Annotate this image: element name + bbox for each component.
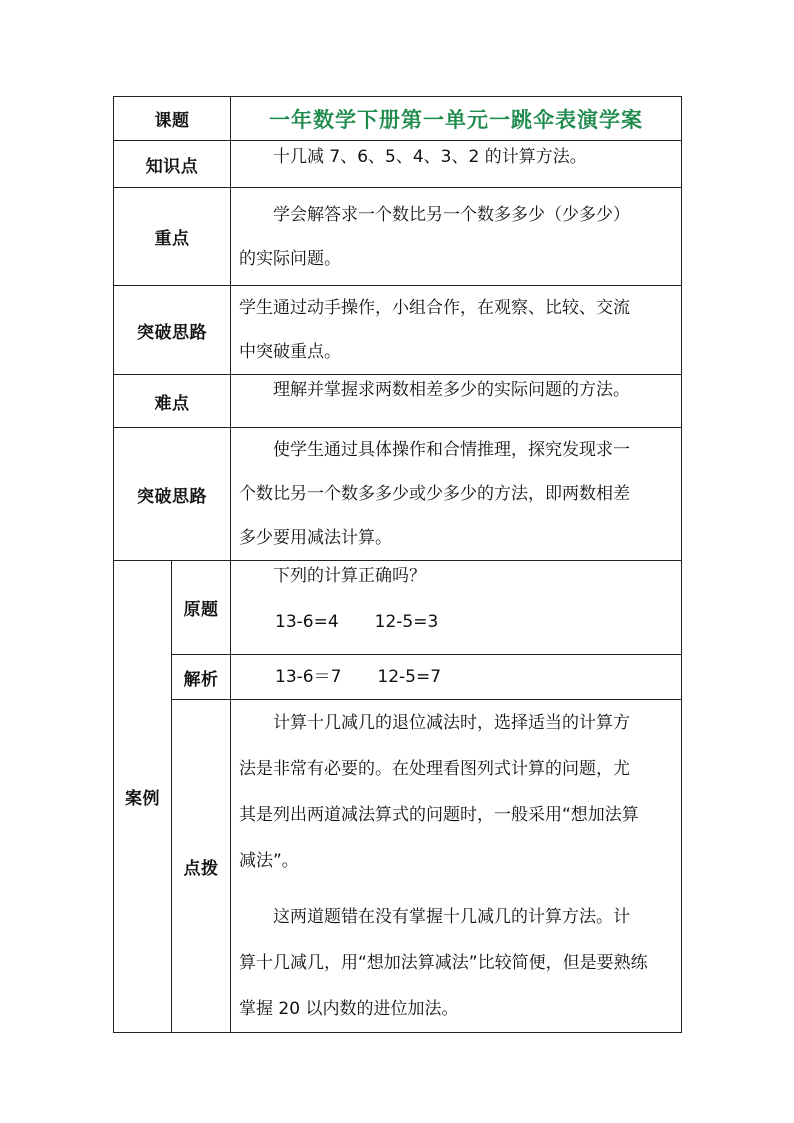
- tips-label: 点拨: [172, 700, 231, 1033]
- original-problem-row: [114, 561, 682, 655]
- row-label-difficulty: 难点: [114, 375, 231, 428]
- analysis-formulas: [239, 655, 673, 699]
- analysis-label: 解析: [172, 655, 231, 700]
- original-formula-2: 12-5=3: [374, 612, 439, 632]
- case-label: 案例: [114, 561, 172, 1033]
- lesson-title: 一年数学下册第一单元一跳伞表演学案: [231, 97, 682, 141]
- key-point-row: [114, 188, 682, 286]
- tips-p1-line-1: 计算十几减几的退位减法时，选择适当的计算方: [273, 713, 630, 733]
- breakthrough-row-2: [114, 428, 682, 561]
- key-point-line-1: 学会解答求一个数比另一个数多多少（少多少）: [273, 204, 630, 225]
- tips-p2-line-1: 这两道题错在没有掌握十几减几的计算方法。计: [273, 907, 630, 927]
- key-point-line-2: 的实际问题。: [239, 248, 341, 269]
- original-formulas: [239, 608, 673, 636]
- tips-cell: [231, 700, 682, 1033]
- difficulty-line-1: 理解并掌握求两数相差多少的实际问题的方法。: [273, 380, 630, 400]
- breakthrough-row-1: [114, 286, 682, 375]
- original-formula-1: 13-6=4: [275, 612, 339, 632]
- lesson-plan-table: [113, 96, 682, 1033]
- key-point-cell: [231, 188, 682, 286]
- tips-row: [114, 700, 682, 1033]
- analysis-formula-1: 13-6＝7: [275, 667, 342, 687]
- tips-p2-line-2: 算十几减几，用“想加法算减法”比较简便，但是要熟练: [239, 953, 648, 973]
- breakthrough-cell-1: [231, 286, 682, 375]
- breakthrough-cell-2: [231, 428, 682, 561]
- breakthrough-1-line-1: 学生通过动手操作，小组合作，在观察、比较、交流: [239, 298, 630, 318]
- knowledge-row: [114, 141, 682, 188]
- breakthrough-1-line-2: 中突破重点。: [239, 342, 341, 362]
- analysis-formula-2: 12-5=7: [377, 667, 442, 687]
- title-label: 课题: [114, 97, 231, 141]
- tips-p2-line-3: 掌握 20 以内数的进位加法。: [239, 999, 459, 1019]
- original-problem-label: 原题: [172, 561, 231, 655]
- tips-p1-line-2: 法是非常有必要的。在处理看图列式计算的问题，尤: [239, 759, 630, 779]
- row-label-key-point: 重点: [114, 188, 231, 286]
- tips-p1-line-3: 其是列出两道减法算式的问题时，一般采用“想加法算: [239, 805, 639, 825]
- row-label-knowledge: 知识点: [114, 141, 231, 188]
- analysis-cell: [231, 655, 682, 700]
- analysis-row: [114, 655, 682, 700]
- title-row: [114, 97, 682, 141]
- difficulty-cell: [231, 375, 682, 428]
- breakthrough-2-line-2: 个数比另一个数多多少或少多少的方法，即两数相差: [239, 484, 630, 504]
- original-question: 下列的计算正确吗？: [273, 566, 426, 586]
- knowledge-line-1: 十几减 7、6、5、4、3、2 的计算方法。: [273, 147, 587, 167]
- original-problem-cell: [231, 561, 682, 655]
- difficulty-row: [114, 375, 682, 428]
- knowledge-cell: [231, 141, 682, 188]
- breakthrough-2-line-3: 多少要用减法计算。: [239, 528, 392, 548]
- tips-p1-line-4: 减法”。: [239, 851, 299, 871]
- paragraph-gap: [239, 884, 673, 894]
- row-label-breakthrough-1: 突破思路: [114, 286, 231, 375]
- row-label-breakthrough-2: 突破思路: [114, 428, 231, 561]
- breakthrough-2-line-1: 使学生通过具体操作和合情推理，探究发现求一: [273, 440, 630, 460]
